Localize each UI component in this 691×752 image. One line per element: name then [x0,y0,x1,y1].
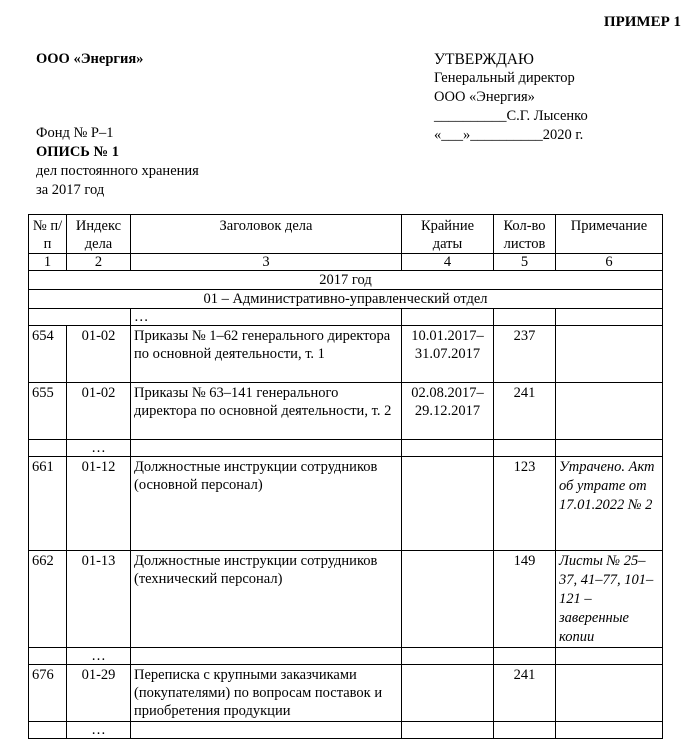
row-number: 661 [29,457,67,551]
row-index: 01-02 [67,326,131,383]
inventory-year: за 2017 год [36,182,105,198]
approval-position: Генеральный директор [434,70,575,86]
ellipsis-blank [131,440,402,457]
department-cell: 01 – Административно-управленческий отдел [29,290,663,309]
ellipsis-blank [556,440,663,457]
row-note: Листы № 25–37, 41–77, 101–121 – заверенные копии [556,551,663,648]
header-cell-index: Индекс дела [67,215,131,254]
column-number: 6 [556,254,663,271]
row-dates: 10.01.2017–31.07.2017 [402,326,494,383]
ellipsis-blank [402,722,494,739]
column-number: 2 [67,254,131,271]
row-number: 662 [29,551,67,648]
approval-block [434,50,588,145]
approval-organization: ООО «Энергия» [434,89,535,105]
ellipsis-cell: … [131,309,402,326]
column-number: 3 [131,254,402,271]
ellipsis-blank [556,309,663,326]
row-title: Должностные инструкции сотрудников (основной персонал) [131,457,402,551]
approval-title: УТВЕРЖДАЮ [434,51,534,68]
row-index: 01-12 [67,457,131,551]
ellipsis-row [29,722,663,739]
column-number: 5 [494,254,556,271]
row-index: 01-29 [67,665,131,722]
header-cell-note: Примечание [556,215,663,254]
ellipsis-blank [402,648,494,665]
inventory-title: ОПИСЬ № 1 [36,144,119,160]
table-row [29,457,663,551]
ellipsis-blank [494,440,556,457]
ellipsis-row [29,309,663,326]
ellipsis-cell: … [67,648,131,665]
ellipsis-blank [494,722,556,739]
ellipsis-row [29,440,663,457]
approval-date: «___»__________2020 г. [434,127,584,143]
row-number: 654 [29,326,67,383]
row-index: 01-02 [67,383,131,440]
row-dates: 02.08.2017–29.12.2017 [402,383,494,440]
ellipsis-blank [402,309,494,326]
header-row [29,215,663,254]
table-row [29,326,663,383]
table-row [29,551,663,648]
table-row [29,665,663,722]
row-number: 655 [29,383,67,440]
header-cell-title: Заголовок дела [131,215,402,254]
ellipsis-blank [29,440,67,457]
ellipsis-blank [402,440,494,457]
ellipsis-blank [556,648,663,665]
header-cell-number: № п/п [29,215,67,254]
row-dates [402,551,494,648]
column-number: 1 [29,254,67,271]
organization-name: ООО «Энергия» [36,51,144,67]
header-cell-sheets: Кол-во листов [494,215,556,254]
ellipsis-blank [29,722,67,739]
department-row [29,290,663,309]
row-title: Переписка с крупными заказчиками (покупателями) по вопросам поставок и приобретения продукции [131,665,402,722]
row-note [556,383,663,440]
row-sheets: 123 [494,457,556,551]
header-cell-dates: Крайние даты [402,215,494,254]
row-title: Должностные инструкции сотрудников (технический персонал) [131,551,402,648]
ellipsis-blank [494,309,556,326]
row-title: Приказы № 63–141 генерального директора по основной деятельности, т. 2 [131,383,402,440]
row-sheets: 149 [494,551,556,648]
approval-signature: __________С.Г. Лысенко [434,108,588,124]
example-label: ПРИМЕР 1 [603,14,681,30]
row-sheets: 241 [494,383,556,440]
row-note [556,326,663,383]
ellipsis-cell: … [67,440,131,457]
ellipsis-cell: … [67,722,131,739]
ellipsis-blank [131,722,402,739]
ellipsis-row [29,648,663,665]
ellipsis-blank [494,648,556,665]
row-dates [402,457,494,551]
fund-number: Фонд № Р–1 [36,125,114,141]
row-note: Утрачено. Акт об утрате от 17.01.2022 № 2 [556,457,663,551]
column-number: 4 [402,254,494,271]
ellipsis-blank [556,722,663,739]
row-number: 676 [29,665,67,722]
row-note [556,665,663,722]
row-title: Приказы № 1–62 генерального директора по основной деятельности, т. 1 [131,326,402,383]
row-dates [402,665,494,722]
ellipsis-blank [131,648,402,665]
row-index: 01-13 [67,551,131,648]
table-row [29,383,663,440]
inventory-table [28,214,663,739]
ellipsis-blank [29,648,67,665]
ellipsis-blank [29,309,131,326]
fund-block [36,124,199,200]
year-row [29,271,663,290]
row-sheets: 241 [494,665,556,722]
inventory-subtitle: дел постоянного хранения [36,163,199,179]
row-sheets: 237 [494,326,556,383]
column-number-row [29,254,663,271]
year-cell: 2017 год [29,271,663,290]
